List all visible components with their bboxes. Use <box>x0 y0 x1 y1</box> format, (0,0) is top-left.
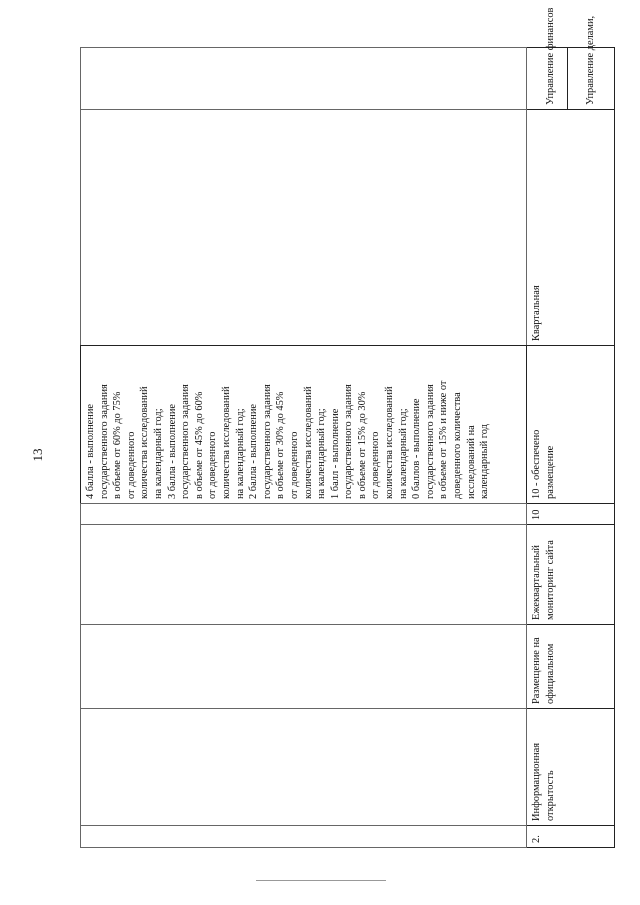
cell-number-continued <box>81 826 527 848</box>
cell-name-continued <box>81 709 527 826</box>
cell-responsible <box>527 7 615 110</box>
cell-periodicity: Квартальная <box>527 110 615 346</box>
cell-method: Ежеквартальный мониторинг сайта <box>527 525 615 625</box>
cell-number: 2. <box>527 826 615 848</box>
cell-score-continued <box>81 504 527 525</box>
table-stage <box>80 7 597 848</box>
cell-name: Информационная открытость <box>527 709 615 826</box>
criteria-table <box>80 7 615 848</box>
cell-indicator-continued <box>81 625 527 709</box>
rotated-sheet <box>80 7 597 848</box>
cell-responsible-continued <box>81 48 527 110</box>
cell-max-score: 10 <box>527 504 615 525</box>
cell-indicator: Размещение на официальном <box>527 625 615 709</box>
responsible-primary: Управление финансов <box>541 48 568 109</box>
cell-criterion-scores: 4 балла - выполнение государственного задания в объеме от 60% до 75% от доведенного количества исследований на календарный год; 3 балла - выполнение государственного задания в объеме от 45% до 60% от доведенного количества исследований на календарный год; 2 балла - выполнение государственного задания в объеме от 30% до 45% от доведенного количества исследований на календарный год; 1 балл - выполнение государственного задания в объеме от 15% до 30% от доведенного количества исследований на календарный год; 0 баллов - выполнение государственного задания в объеме от 15% и ниже от доведенного количества исследований на календарный год <box>81 346 527 504</box>
cell-method-continued <box>81 525 527 625</box>
table-row-continued <box>81 48 527 848</box>
responsible-secondary: Управление делами, <box>585 15 597 105</box>
page-number: 13 <box>30 448 45 462</box>
cell-criterion: 10 - обеспечено размещение <box>527 346 615 504</box>
table-row-2 <box>527 48 615 848</box>
scan-edge-line <box>256 880 386 881</box>
cell-periodicity-continued <box>81 110 527 346</box>
